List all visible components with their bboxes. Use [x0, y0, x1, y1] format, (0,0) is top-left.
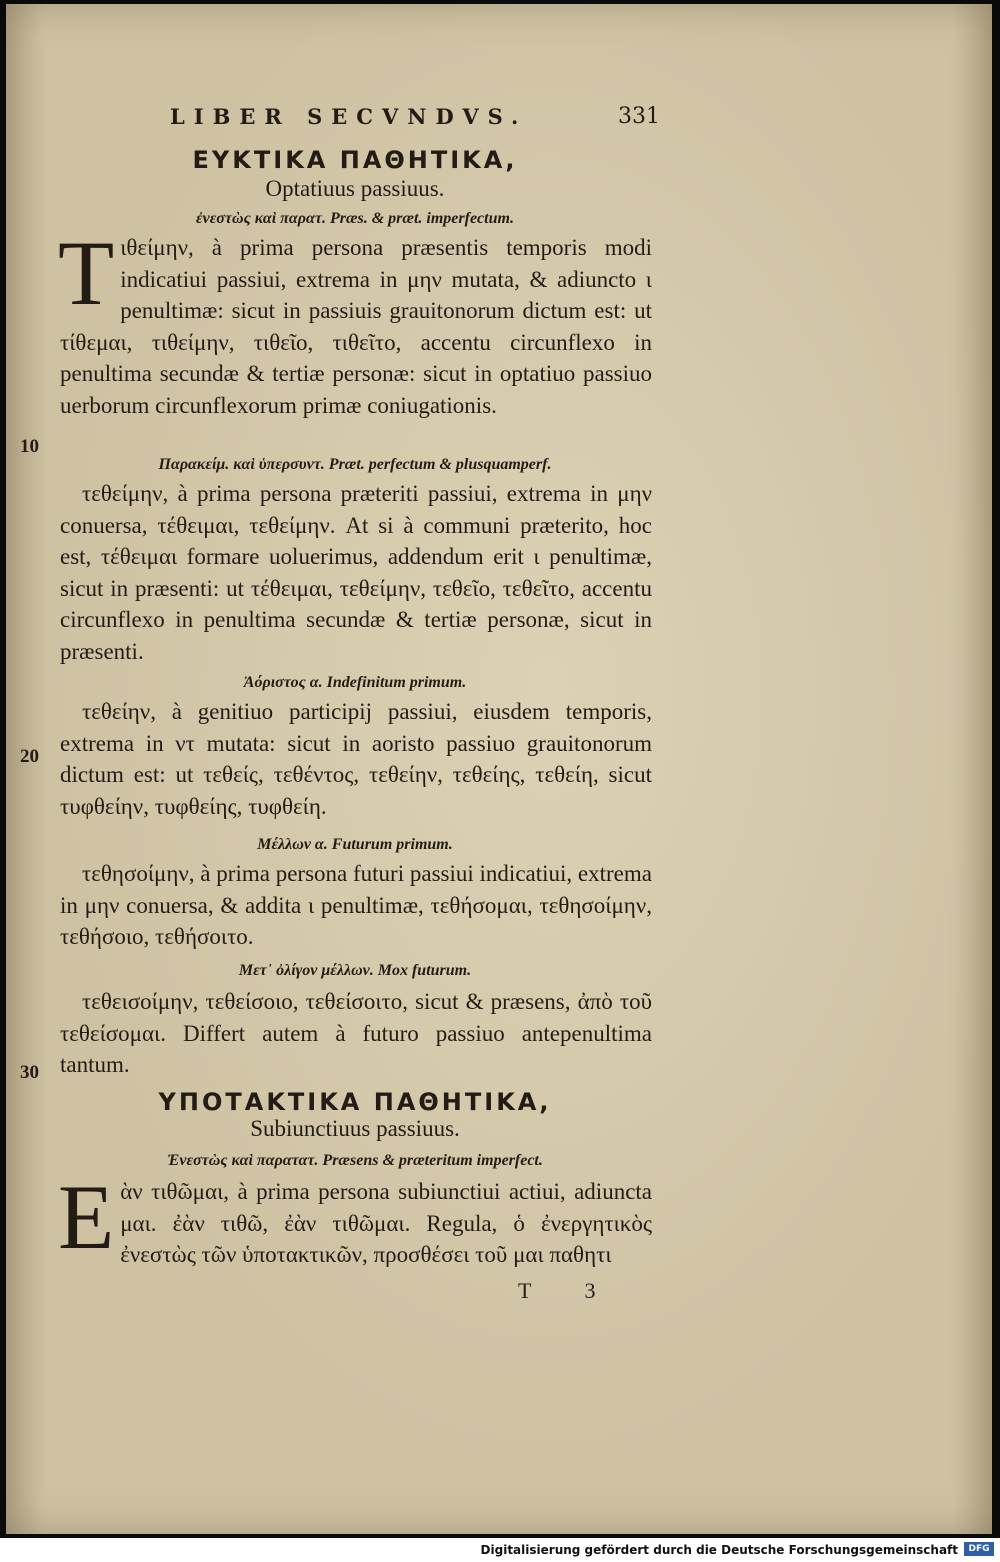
dropcap-e: E [58, 1166, 115, 1268]
footer-bar [0, 1538, 1000, 1562]
section1-paragraph-perfect: τεθείμην, à prima persona præteriti passiui, extrema in μην conuersa, τέθειμαι, τεθείμην. At si à communi præterito, hoc est, τέθειμαι formare uoluerimus, addendum erit ι penultimæ, sicut in præsenti: ut τέθειμαι, τεθείμην, τεθεῖο, τεθεῖτο, accentu circunflexo in penultima secundæ & tertiæ personæ, sicut in præsenti. [60, 481, 652, 664]
footer-credit: Digitalisierung gefördert durch die Deutsche Forschungsgemeinschaft [480, 1543, 958, 1557]
page-number: 331 [618, 104, 660, 129]
line-number-20: 20 [20, 746, 39, 767]
section2-latin-title: Subiunctiuus passiuus. [250, 1116, 460, 1141]
section1-label: ἐνεστὼς καὶ παρατ. Præs. & præt. imperfectum. [196, 210, 514, 227]
section1-paragraph [58, 222, 652, 421]
section1-greek-title: ΕΥΚΤΙΚΑ ΠΑΘΗΤΙΚΑ, [192, 146, 518, 174]
section1-label-future: Μέλλων α. Futurum primum. [257, 836, 453, 853]
section2-paragraph [58, 1166, 652, 1271]
section1-paragraph-text: ιθείμην, à prima persona præsentis temporis modi indicatiui passiui, extrema in μην mutata, & adiuncto ι penultimæ: sicut in passiuis grauitonorum dictum est: ut τίθεμαι, τιθείμην, τιθεῖο, τιθεῖτο, accentu circunflexo in penultima secundæ & tertiæ personæ: sicut in optatiuo passiuo uerborum circunflexorum primæ coniugationis. [60, 235, 652, 418]
section1-paragraph-aorist: τεθείην, à genitiuo participij passiui, eiusdem temporis, extrema in ντ mutata: sicut in aoristo passiuo grauitonorum dictum est: ut τεθείς, τεθέντος, τεθείην, τεθείης, τεθείη, sicut τυφθείην, τυφθείης, τυφθείη. [60, 699, 652, 819]
running-head: LIBER SECVNDVS. [170, 104, 528, 129]
signature-mark: T 3 [518, 1278, 620, 1303]
section2-paragraph-text: ὰν τιθῶμαι, à prima persona subiunctiui actiui, adiuncta μαι. ἐὰν τιθῶ, ἐὰν τιθῶμαι. Regula, ὁ ἐνεργητικὸς ἐνεστὼς τῶν ὑποτακτικῶν, προσθέσει τοῦ μαι παθητι [120, 1179, 652, 1267]
line-number-30: 30 [20, 1062, 39, 1083]
section1-label-mox-future: Μετ᾽ ὀλίγον μέλλων. Mox futurum. [238, 962, 472, 979]
line-number-10: 10 [20, 436, 39, 457]
section2-greek-title: ΥΠΟΤΑΚΤΙΚΑ ΠΑΘΗΤΙΚΑ, [158, 1088, 552, 1116]
section1-latin-title: Optatiuus passiuus. [265, 176, 445, 201]
section1-label-perfect: Παρακείμ. καὶ ὑπερσυντ. Præt. perfectum & plusquamperf. [158, 456, 552, 473]
section1-label-aorist: Ἀόριστος α. Indefinitum primum. [243, 674, 467, 691]
section2-label: Ἐνεστὼς καὶ παρατατ. Præsens & præteritum imperfect. [167, 1152, 543, 1169]
section1-paragraph-mox-future: τεθεισοίμην, τεθείσοιο, τεθείσοιτο, sicut & præsens, ἀπὸ τοῦ τεθείσομαι. Differt autem à futuro passiuo antepenultima tantum. [60, 989, 652, 1077]
dfg-logo-icon: DFG [964, 1542, 994, 1556]
section1-paragraph-future: τεθησοίμην, à prima persona futuri passiui indicatiui, extrema in μην conuersa, & addita ι penultimæ, τεθήσομαι, τεθησοίμην, τεθήσοιο, τεθήσοιτο. [60, 861, 652, 949]
dropcap-t: T [58, 222, 115, 324]
